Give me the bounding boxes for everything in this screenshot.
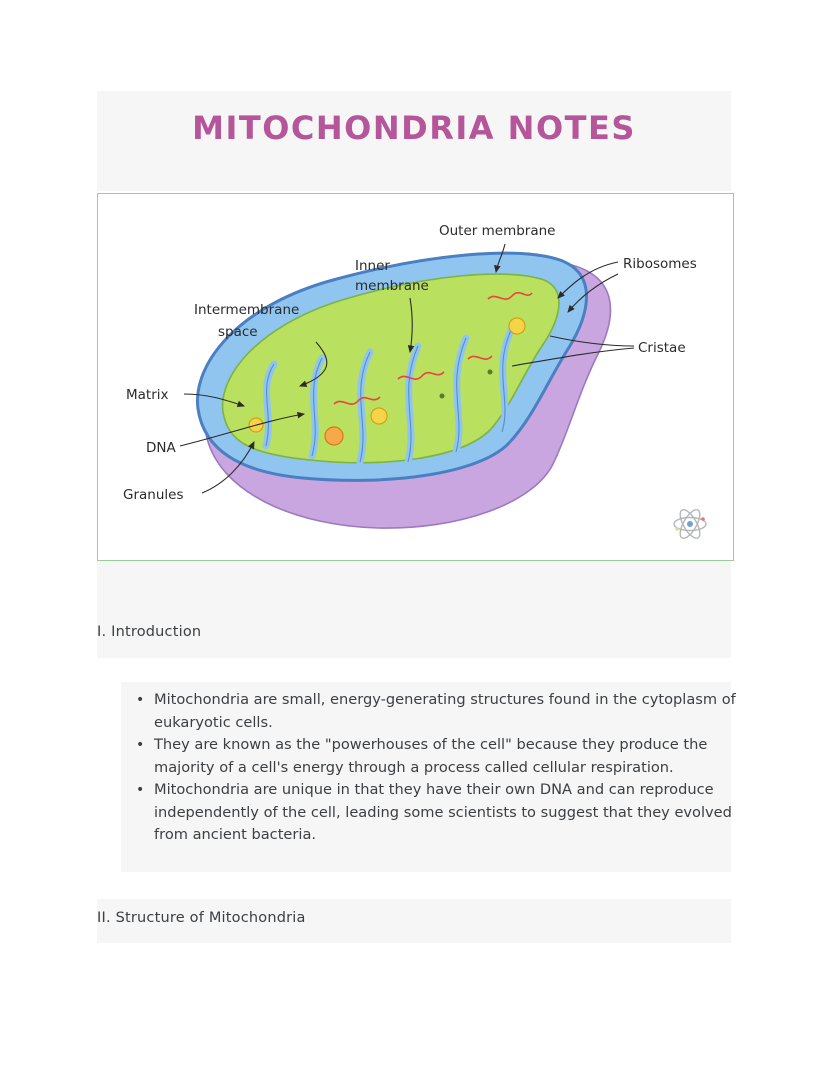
svg-text:Intermembrane: Intermembrane: [194, 302, 300, 318]
svg-text:Granules: Granules: [123, 487, 184, 503]
svg-text:Cristae: Cristae: [638, 340, 686, 356]
svg-text:Ribosomes: Ribosomes: [623, 256, 697, 272]
title-band: [97, 91, 731, 191]
intro-band: [97, 561, 731, 658]
list-item: • They are known as the "powerhouses of the cell" because they produce the majority of a cell's energy through a process called cellular respiration.: [154, 734, 754, 779]
svg-text:Matrix: Matrix: [126, 387, 169, 403]
atom-icon: [674, 507, 706, 541]
svg-text:membrane: membrane: [355, 278, 429, 294]
section-heading-introduction: I. Introduction: [97, 624, 202, 640]
list-item: • Mitochondria are small, energy-generating structures found in the cytoplasm of eukaryotic cells.: [154, 689, 754, 734]
svg-text:Inner: Inner: [355, 258, 390, 274]
mitochondria-svg: [98, 194, 732, 559]
mitochondria-diagram: [97, 193, 734, 561]
page-title: MITOCHONDRIA NOTES: [192, 109, 636, 147]
svg-text:DNA: DNA: [146, 440, 176, 456]
list-item: • Mitochondria are unique in that they have their own DNA and can reproduce independently of the cell, leading some scientists to suggest that they evolved from ancient bacteria.: [154, 779, 754, 847]
svg-text:space: space: [218, 324, 258, 340]
svg-text:Outer membrane: Outer membrane: [439, 223, 556, 239]
intro-bullet-list: [128, 689, 754, 847]
section-heading-structure: II. Structure of Mitochondria: [97, 910, 306, 926]
